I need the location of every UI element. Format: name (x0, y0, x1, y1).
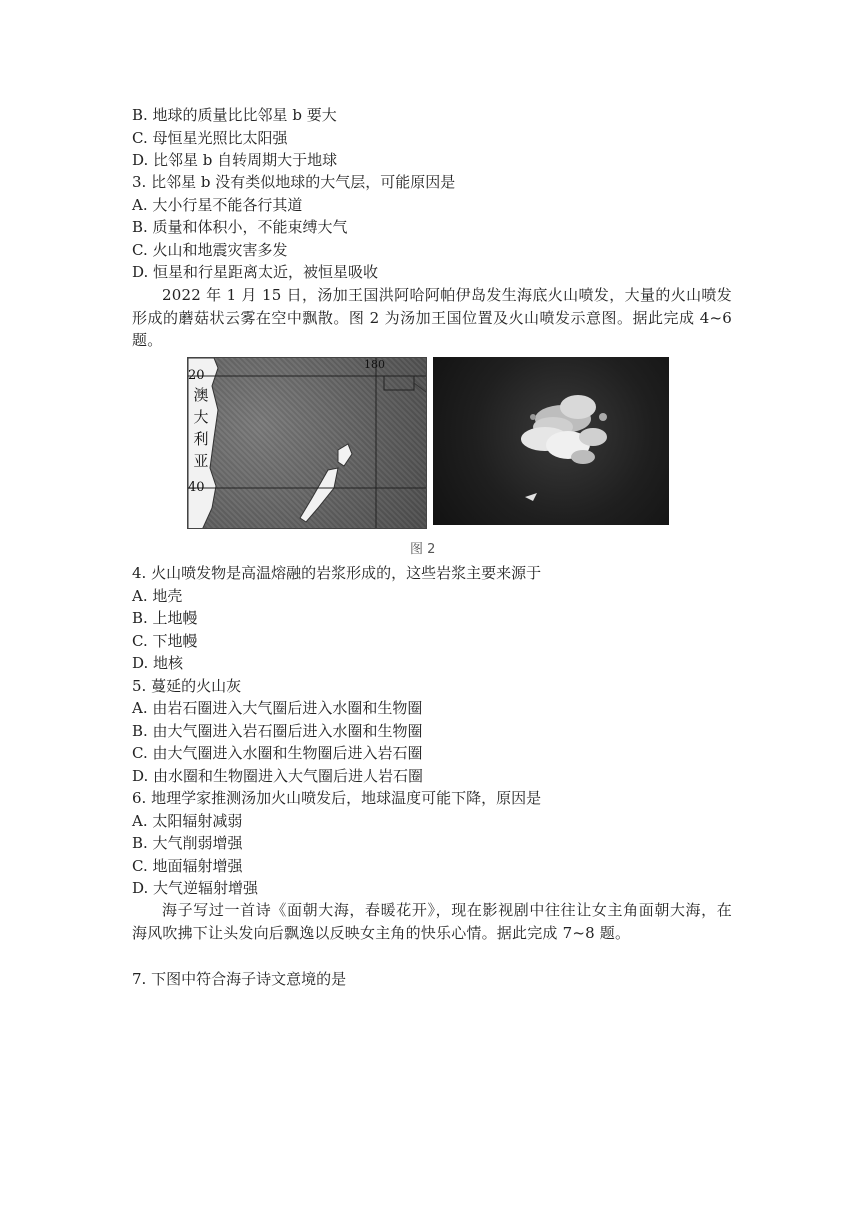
q2-option-b: B. 地球的质量比比邻星 b 要大 (132, 106, 337, 124)
question-6: 6. 地理学家推测汤加火山喷发后，地球温度可能下降，原因是 (132, 789, 542, 807)
q3-option-a: A. 大小行星不能各行其道 (132, 196, 303, 214)
figure-2 (187, 357, 669, 529)
volcano-eruption-photo (433, 357, 669, 525)
q3-option-b: B. 质量和体积小，不能束缚大气 (132, 218, 348, 236)
q4-option-b: B. 上地幔 (132, 609, 198, 627)
q3-option-d: D. 恒星和行星距离太近，被恒星吸收 (132, 263, 379, 281)
q2-option-d: D. 比邻星 b 自转周期大于地球 (132, 151, 338, 169)
q4-option-a: A. 地壳 (132, 587, 183, 605)
haizi-intro-paragraph: 海子写过一首诗《面朝大海，春暖花开》，现在影视剧中往往让女主角面朝大海，在海风吹拂下让头发向后飘逸以反映女主角的快乐心情。据此完成 7~8 题。 (132, 901, 732, 942)
q6-option-c: C. 地面辐射增强 (132, 857, 243, 875)
q4-option-c: C. 下地幔 (132, 632, 198, 650)
question-5: 5. 蔓延的火山灰 (132, 677, 242, 695)
q5-option-b: B. 由大气圈进入岩石圈后进入水圈和生物圈 (132, 722, 423, 740)
q6-option-d: D. 大气逆辐射增强 (132, 879, 259, 897)
lat-20-label: 20 (188, 368, 205, 383)
map-drawing (188, 358, 427, 529)
q2-option-c: C. 母恒星光照比太阳强 (132, 129, 288, 147)
figure-caption: 图 2 (410, 542, 436, 557)
lon-180-label: 180 (364, 358, 385, 371)
lat-40-label: 40 (188, 480, 205, 495)
q5-option-c: C. 由大气圈进入水圈和生物圈后进入岩石圈 (132, 744, 423, 762)
question-3: 3. 比邻星 b 没有类似地球的大气层，可能原因是 (132, 173, 456, 191)
eruption-cloud-drawing (433, 357, 669, 525)
q6-option-a: A. 太阳辐射减弱 (132, 812, 243, 830)
australia-label: 澳大利亚 (193, 386, 209, 470)
q5-option-d: D. 由水圈和生物圈进入大气圈后进人岩石圈 (132, 767, 424, 785)
q6-option-b: B. 大气削弱增强 (132, 834, 243, 852)
q4-option-d: D. 地核 (132, 654, 184, 672)
question-7: 7. 下图中符合海子诗文意境的是 (132, 970, 347, 988)
question-4: 4. 火山喷发物是高温熔融的岩浆形成的，这些岩浆主要来源于 (132, 564, 542, 582)
tonga-intro-paragraph: 2022 年 1 月 15 日，汤加王国洪阿哈阿帕伊岛发生海底火山喷发，大量的火山喷发形成的蘑菇状云雾在空中飘散。图 2 为汤加王国位置及火山喷发示意图。据此完成 4~6 题。 (132, 286, 732, 349)
q3-option-c: C. 火山和地震灾害多发 (132, 241, 288, 259)
tonga-location-map (187, 357, 427, 529)
q5-option-a: A. 由岩石圈进入大气圈后进入水圈和生物圈 (132, 699, 423, 717)
